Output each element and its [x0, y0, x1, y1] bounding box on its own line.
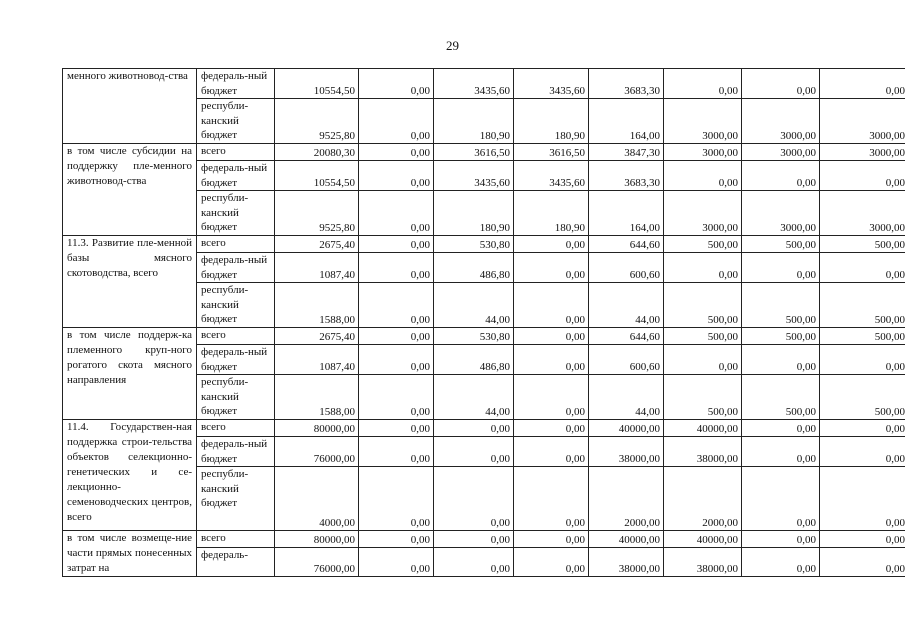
value-cell: 0,00 — [820, 69, 905, 99]
table-row — [63, 420, 905, 437]
value-cell: 0,00 — [434, 437, 514, 467]
value-cell: 0,00 — [359, 283, 434, 328]
funding-source: республи-канский бюджет — [197, 467, 275, 531]
funding-source: всего — [197, 420, 275, 437]
value-cell: 80000,00 — [275, 531, 359, 548]
row-description: в том числе поддерж-ка племенного круп-ного рогатого скота мясного направления — [63, 328, 197, 420]
value-cell: 0,00 — [434, 548, 514, 577]
funding-source: всего — [197, 531, 275, 548]
value-cell: 10554,50 — [275, 69, 359, 99]
value-cell: 3000,00 — [820, 99, 905, 144]
value-cell: 530,80 — [434, 328, 514, 345]
value-cell: 600,60 — [589, 345, 664, 375]
value-cell: 3683,30 — [589, 69, 664, 99]
value-cell: 80000,00 — [275, 420, 359, 437]
value-cell: 38000,00 — [589, 437, 664, 467]
value-cell: 0,00 — [742, 437, 820, 467]
value-cell: 0,00 — [434, 531, 514, 548]
value-cell: 486,80 — [434, 253, 514, 283]
value-cell: 76000,00 — [275, 437, 359, 467]
value-cell: 0,00 — [434, 467, 514, 531]
value-cell: 9525,80 — [275, 99, 359, 144]
value-cell: 0,00 — [514, 531, 589, 548]
value-cell: 0,00 — [359, 437, 434, 467]
funding-source: федераль-ный бюджет — [197, 69, 275, 99]
value-cell: 0,00 — [742, 467, 820, 531]
value-cell: 0,00 — [359, 236, 434, 253]
value-cell: 0,00 — [359, 467, 434, 531]
value-cell: 40000,00 — [589, 531, 664, 548]
row-description: 11.4. Государствен-ная поддержка строи-тельства объектов селекционно-генетических и се-лекционно-семеноводческих центров, всего — [63, 420, 197, 531]
value-cell: 0,00 — [359, 420, 434, 437]
value-cell: 500,00 — [742, 236, 820, 253]
value-cell: 0,00 — [820, 548, 905, 577]
value-cell: 0,00 — [359, 345, 434, 375]
value-cell: 40000,00 — [664, 531, 742, 548]
value-cell: 10554,50 — [275, 161, 359, 191]
value-cell: 0,00 — [742, 420, 820, 437]
value-cell: 2000,00 — [664, 467, 742, 531]
funding-source: федераль-ный бюджет — [197, 345, 275, 375]
value-cell: 3616,50 — [514, 144, 589, 161]
value-cell: 0,00 — [742, 531, 820, 548]
funding-source: республи-канский бюджет — [197, 99, 275, 144]
value-cell: 3000,00 — [742, 144, 820, 161]
value-cell: 530,80 — [434, 236, 514, 253]
value-cell: 9525,80 — [275, 191, 359, 236]
value-cell: 180,90 — [434, 191, 514, 236]
value-cell: 486,80 — [434, 345, 514, 375]
value-cell: 2675,40 — [275, 236, 359, 253]
value-cell: 0,00 — [820, 345, 905, 375]
value-cell: 500,00 — [820, 375, 905, 420]
funding-source: всего — [197, 328, 275, 345]
value-cell: 0,00 — [820, 161, 905, 191]
value-cell: 3000,00 — [742, 99, 820, 144]
value-cell: 0,00 — [742, 345, 820, 375]
value-cell: 0,00 — [514, 375, 589, 420]
table-row — [63, 69, 905, 99]
value-cell: 1087,40 — [275, 253, 359, 283]
value-cell: 0,00 — [664, 69, 742, 99]
value-cell: 0,00 — [359, 69, 434, 99]
value-cell: 180,90 — [514, 191, 589, 236]
value-cell: 44,00 — [589, 375, 664, 420]
value-cell: 0,00 — [742, 548, 820, 577]
value-cell: 0,00 — [434, 420, 514, 437]
value-cell: 0,00 — [359, 99, 434, 144]
value-cell: 0,00 — [359, 548, 434, 577]
value-cell: 44,00 — [434, 283, 514, 328]
value-cell: 0,00 — [359, 328, 434, 345]
value-cell: 44,00 — [589, 283, 664, 328]
value-cell: 500,00 — [664, 236, 742, 253]
value-cell: 644,60 — [589, 328, 664, 345]
value-cell: 38000,00 — [664, 548, 742, 577]
row-description: в том числе субсидии на поддержку пле-менного животновод-ства — [63, 144, 197, 236]
value-cell: 3000,00 — [664, 99, 742, 144]
value-cell: 76000,00 — [275, 548, 359, 577]
row-description: менного животновод-ства — [63, 69, 197, 144]
value-cell: 0,00 — [664, 345, 742, 375]
funding-source: федераль-ный бюджет — [197, 437, 275, 467]
value-cell: 0,00 — [514, 345, 589, 375]
row-description: в том числе возмеще-ние части прямых понесенных затрат на — [63, 531, 197, 577]
value-cell: 0,00 — [359, 144, 434, 161]
value-cell: 0,00 — [742, 161, 820, 191]
value-cell: 500,00 — [742, 375, 820, 420]
value-cell: 644,60 — [589, 236, 664, 253]
value-cell: 0,00 — [664, 253, 742, 283]
value-cell: 3435,60 — [514, 161, 589, 191]
value-cell: 164,00 — [589, 191, 664, 236]
value-cell: 0,00 — [820, 437, 905, 467]
value-cell: 0,00 — [514, 548, 589, 577]
value-cell: 0,00 — [514, 437, 589, 467]
value-cell: 0,00 — [514, 328, 589, 345]
value-cell: 0,00 — [820, 467, 905, 531]
value-cell: 180,90 — [434, 99, 514, 144]
value-cell: 500,00 — [664, 375, 742, 420]
table-row — [63, 144, 905, 161]
funding-source: республи-канский бюджет — [197, 191, 275, 236]
value-cell: 164,00 — [589, 99, 664, 144]
funding-source: федераль- — [197, 548, 275, 577]
value-cell: 500,00 — [820, 283, 905, 328]
value-cell: 4000,00 — [275, 467, 359, 531]
value-cell: 0,00 — [514, 253, 589, 283]
value-cell: 1087,40 — [275, 345, 359, 375]
funding-source: всего — [197, 144, 275, 161]
value-cell: 0,00 — [514, 236, 589, 253]
value-cell: 1588,00 — [275, 375, 359, 420]
value-cell: 500,00 — [820, 236, 905, 253]
value-cell: 0,00 — [359, 531, 434, 548]
value-cell: 20080,30 — [275, 144, 359, 161]
value-cell: 38000,00 — [589, 548, 664, 577]
value-cell: 0,00 — [359, 253, 434, 283]
page-number: 29 — [446, 38, 459, 53]
value-cell: 500,00 — [664, 328, 742, 345]
value-cell: 3000,00 — [664, 191, 742, 236]
value-cell: 40000,00 — [589, 420, 664, 437]
value-cell: 0,00 — [820, 420, 905, 437]
value-cell: 3000,00 — [820, 144, 905, 161]
funding-source: всего — [197, 236, 275, 253]
value-cell: 3435,60 — [514, 69, 589, 99]
value-cell: 3683,30 — [589, 161, 664, 191]
row-description: 11.3. Развитие пле-менной базы мясного скотоводства, всего — [63, 236, 197, 328]
table-row — [63, 531, 905, 548]
value-cell: 0,00 — [742, 69, 820, 99]
value-cell: 3000,00 — [742, 191, 820, 236]
value-cell: 0,00 — [359, 161, 434, 191]
value-cell: 38000,00 — [664, 437, 742, 467]
budget-table — [62, 68, 905, 577]
value-cell: 0,00 — [742, 253, 820, 283]
table-row — [63, 236, 905, 253]
value-cell: 0,00 — [359, 375, 434, 420]
value-cell: 0,00 — [820, 531, 905, 548]
value-cell: 500,00 — [742, 328, 820, 345]
value-cell: 3435,60 — [434, 69, 514, 99]
funding-source: федераль-ный бюджет — [197, 253, 275, 283]
value-cell: 2000,00 — [589, 467, 664, 531]
value-cell: 0,00 — [514, 467, 589, 531]
value-cell: 180,90 — [514, 99, 589, 144]
value-cell: 3616,50 — [434, 144, 514, 161]
funding-source: республи-канский бюджет — [197, 375, 275, 420]
value-cell: 40000,00 — [664, 420, 742, 437]
value-cell: 44,00 — [434, 375, 514, 420]
value-cell: 1588,00 — [275, 283, 359, 328]
value-cell: 3000,00 — [664, 144, 742, 161]
value-cell: 3847,30 — [589, 144, 664, 161]
value-cell: 0,00 — [664, 161, 742, 191]
value-cell: 0,00 — [514, 283, 589, 328]
funding-source: федераль-ный бюджет — [197, 161, 275, 191]
value-cell: 600,60 — [589, 253, 664, 283]
value-cell: 0,00 — [359, 191, 434, 236]
funding-source: республи-канский бюджет — [197, 283, 275, 328]
value-cell: 0,00 — [820, 253, 905, 283]
value-cell: 3435,60 — [434, 161, 514, 191]
value-cell: 3000,00 — [820, 191, 905, 236]
value-cell: 500,00 — [742, 283, 820, 328]
value-cell: 0,00 — [514, 420, 589, 437]
table-row — [63, 328, 905, 345]
value-cell: 2675,40 — [275, 328, 359, 345]
value-cell: 500,00 — [664, 283, 742, 328]
value-cell: 500,00 — [820, 328, 905, 345]
